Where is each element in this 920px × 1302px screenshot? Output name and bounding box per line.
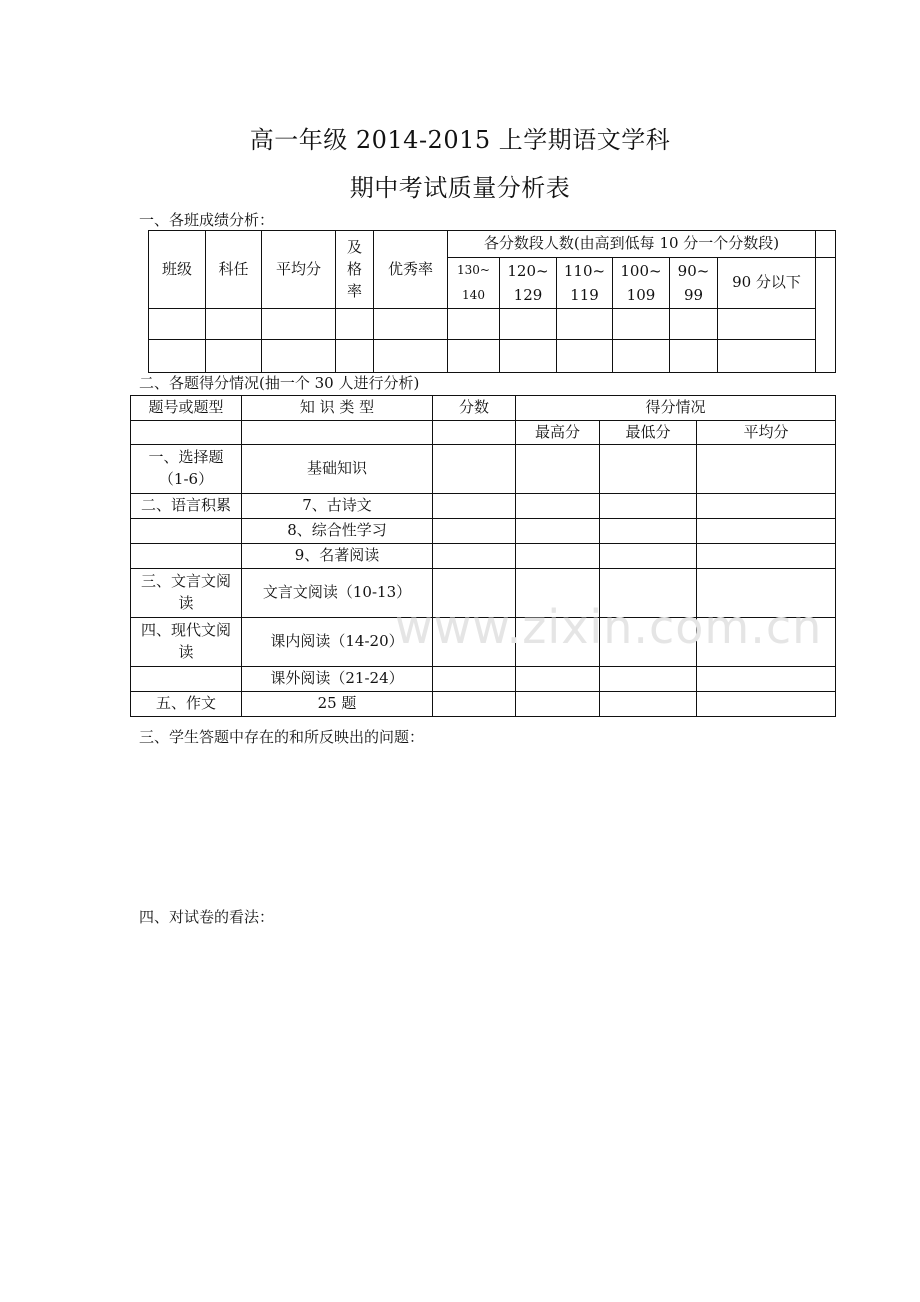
table-cell xyxy=(600,667,697,692)
table-cell xyxy=(600,692,697,717)
watermark: www.zixin.com.cn xyxy=(395,600,823,654)
item-cell: 二、语言积累 xyxy=(131,494,242,519)
table-cell xyxy=(670,309,718,340)
table-cell xyxy=(600,445,697,494)
table-cell xyxy=(149,309,206,340)
item-label: 三、文言文阅读 xyxy=(140,572,231,612)
document-subtitle: 期中考试质量分析表 xyxy=(349,174,571,202)
section-problems-heading: 三、学生答题中存在的和所反映出的问题： xyxy=(139,728,425,746)
table-cell xyxy=(557,340,613,373)
header-average: 平均分 xyxy=(262,231,336,309)
table-cell xyxy=(697,445,836,494)
table-cell xyxy=(516,667,600,692)
header-pass-rate xyxy=(336,231,374,309)
band-130-140 xyxy=(448,258,500,309)
header-score: 分数 xyxy=(433,396,516,421)
table-cell xyxy=(500,309,557,340)
header-min: 最低分 xyxy=(600,421,697,445)
section-class-analysis-heading: 一、各班成绩分析： xyxy=(139,211,275,229)
band-bottom: 129 xyxy=(513,286,543,305)
knowledge-cell: 25 题 xyxy=(242,692,433,717)
table-cell xyxy=(336,309,374,340)
table-cell xyxy=(131,421,242,445)
table-cell xyxy=(448,309,500,340)
item-cell xyxy=(131,519,242,544)
table-cell xyxy=(697,544,836,569)
band-top: 110~ xyxy=(563,262,606,281)
table-cell xyxy=(433,421,516,445)
table1-edge-cell xyxy=(816,231,836,258)
item-cell xyxy=(131,544,242,569)
table-cell xyxy=(433,692,516,717)
table-cell xyxy=(697,692,836,717)
table-cell xyxy=(600,519,697,544)
table-cell xyxy=(433,519,516,544)
table1-edge-cell xyxy=(816,258,836,373)
band-bottom: 119 xyxy=(570,286,599,305)
header-score-bands: 各分数段人数(由高到低每 10 分一个分数段) xyxy=(448,231,816,258)
table-cell xyxy=(697,667,836,692)
header-class: 班级 xyxy=(149,231,206,309)
header-knowledge: 知 识 类 型 xyxy=(242,396,433,421)
table-cell xyxy=(206,309,262,340)
knowledge-cell: 课外阅读（21-24） xyxy=(242,667,433,692)
section-paper-opinion-heading: 四、对试卷的看法： xyxy=(139,908,275,926)
item-label: 一、选择题（1-6） xyxy=(148,448,224,488)
table-cell xyxy=(206,340,262,373)
band-top: 130~ xyxy=(457,263,490,277)
table-cell xyxy=(697,494,836,519)
table-cell xyxy=(242,421,433,445)
table-cell xyxy=(433,667,516,692)
band-bottom: 109 xyxy=(626,286,656,305)
table-cell xyxy=(613,340,670,373)
table-cell xyxy=(516,494,600,519)
table-cell xyxy=(336,340,374,373)
table-cell xyxy=(149,340,206,373)
knowledge-cell: 7、古诗文 xyxy=(242,494,433,519)
table-cell xyxy=(448,340,500,373)
table-cell xyxy=(516,692,600,717)
table-cell xyxy=(516,445,600,494)
header-excellent-rate: 优秀率 xyxy=(374,231,448,309)
table-cell xyxy=(516,544,600,569)
table-cell xyxy=(557,309,613,340)
table-cell xyxy=(374,340,448,373)
document-title: 高一年级 2014-2015 上学期语文学科 xyxy=(249,126,671,154)
item-cell xyxy=(131,445,242,494)
item-cell xyxy=(131,569,242,618)
header-max: 最高分 xyxy=(516,421,600,445)
table-cell xyxy=(613,309,670,340)
table-cell xyxy=(262,340,336,373)
table-cell xyxy=(718,340,816,373)
header-avg: 平均分 xyxy=(697,421,836,445)
header-item: 题号或题型 xyxy=(131,396,242,421)
band-100-109 xyxy=(613,258,670,309)
knowledge-cell: 课内阅读（14-20） xyxy=(242,618,433,667)
knowledge-cell: 9、名著阅读 xyxy=(242,544,433,569)
knowledge-cell: 基础知识 xyxy=(242,445,433,494)
pass-rate-label: 及格率 xyxy=(346,238,362,300)
table-cell xyxy=(516,519,600,544)
item-label: 四、现代文阅读 xyxy=(140,621,231,661)
band-top: 100~ xyxy=(620,262,662,281)
band-120-129 xyxy=(500,258,557,309)
item-cell: 五、作文 xyxy=(131,692,242,717)
table-cell xyxy=(600,494,697,519)
table-cell xyxy=(600,544,697,569)
band-below-90: 90 分以下 xyxy=(718,258,816,309)
band-top: 120~ xyxy=(507,262,549,281)
header-teacher: 科任 xyxy=(206,231,262,309)
band-90-99 xyxy=(670,258,718,309)
band-top: 90~ xyxy=(677,262,710,281)
table-cell xyxy=(433,494,516,519)
band-110-119 xyxy=(557,258,613,309)
item-score-table xyxy=(130,395,836,717)
section-item-score-heading: 二、各题得分情况(抽一个 30 人进行分析) xyxy=(139,374,420,392)
table-cell xyxy=(697,519,836,544)
band-bottom: 140 xyxy=(462,288,485,303)
knowledge-cell: 8、综合性学习 xyxy=(242,519,433,544)
table-cell xyxy=(433,445,516,494)
table-cell xyxy=(500,340,557,373)
band-bottom: 99 xyxy=(683,286,704,305)
header-result: 得分情况 xyxy=(516,396,836,421)
knowledge-cell: 文言文阅读（10-13） xyxy=(242,569,433,618)
table-cell xyxy=(433,544,516,569)
item-cell xyxy=(131,618,242,667)
table-cell xyxy=(718,309,816,340)
table-cell xyxy=(670,340,718,373)
table-cell xyxy=(374,309,448,340)
class-score-table xyxy=(148,230,836,373)
table-cell xyxy=(262,309,336,340)
item-cell xyxy=(131,667,242,692)
